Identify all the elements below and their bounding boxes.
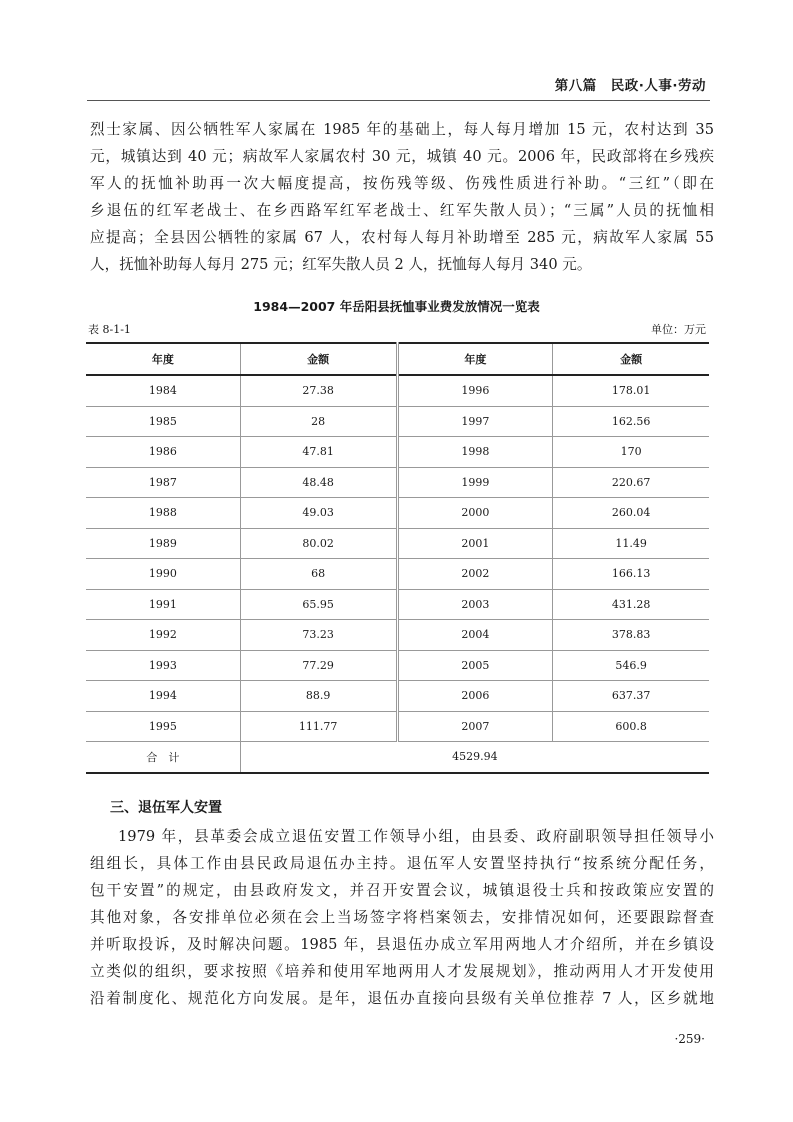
cell-year-right: 2001 (397, 528, 553, 559)
cell-year-left: 1984 (86, 375, 240, 406)
cell-year-right: 2003 (397, 589, 553, 620)
cell-amount-left: 28 (240, 406, 397, 437)
cell-amount-left: 73.23 (240, 620, 397, 651)
paragraph-pension-increase (90, 116, 714, 278)
table-header-row (86, 343, 709, 375)
header-year-right: 年度 (397, 343, 553, 375)
cell-year-left: 1990 (86, 559, 240, 590)
running-header (87, 72, 710, 101)
cell-amount-right: 11.49 (553, 528, 709, 559)
cell-amount-left: 111.77 (240, 711, 397, 742)
table-total-row (86, 742, 709, 773)
text-line: 组组长，具体工作由县民政局退伍办主持。退伍军人安置坚持执行“按系统分配任务， (90, 855, 714, 872)
cell-amount-left: 47.81 (240, 437, 397, 468)
text-line: 其他对象，各安排单位必须在会上当场签字将档案领去，安排情况如何，还要跟踪督查 (90, 909, 714, 926)
cell-year-right: 1999 (397, 467, 553, 498)
table-row (86, 620, 709, 651)
cell-year-left: 1993 (86, 650, 240, 681)
cell-year-left: 1989 (86, 528, 240, 559)
cell-amount-right: 220.67 (553, 467, 709, 498)
cell-amount-left: 68 (240, 559, 397, 590)
cell-amount-right: 378.83 (553, 620, 709, 651)
cell-year-right: 1997 (397, 406, 553, 437)
text-line: 1979 年，县革委会成立退伍安置工作领导小组，由县委、政府副职领导担任领导小 (118, 828, 714, 845)
text-line: 立类似的组织，要求按照《培养和使用军地两用人才发展规划》，推动两用人才开发使用 (90, 963, 714, 980)
section-heading: 三、退伍军人安置 (110, 800, 222, 816)
text-line: 沿着制度化、规范化方向发展。是年，退伍办直接向县级有关单位推荐 7 人，区乡就地 (90, 990, 714, 1007)
cell-year-left: 1995 (86, 711, 240, 742)
cell-year-left: 1988 (86, 498, 240, 529)
pension-table (86, 342, 709, 774)
cell-amount-left: 65.95 (240, 589, 397, 620)
cell-amount-right: 600.8 (553, 711, 709, 742)
cell-amount-right: 260.04 (553, 498, 709, 529)
table-title: 1984—2007 年岳阳县抚恤事业费发放情况一览表 (253, 299, 540, 314)
cell-year-left: 1985 (86, 406, 240, 437)
text-line: 军人的抚恤补助再一次大幅度提高，按伤残等级、伤残性质进行补助。“三红”（即在 (90, 175, 714, 192)
cell-year-right: 1998 (397, 437, 553, 468)
text-line: 人，抚恤补助每人每月 275 元；红军失散人员 2 人，抚恤每人每月 340 元。 (90, 256, 592, 273)
header-amount-right: 金额 (553, 343, 709, 375)
table-row (86, 406, 709, 437)
cell-year-right: 2000 (397, 498, 553, 529)
cell-year-right: 2007 (397, 711, 553, 742)
page-number: ·259· (674, 1032, 705, 1046)
cell-year-left: 1986 (86, 437, 240, 468)
text-line: 并听取投诉，及时解决问题。1985 年，县退伍办成立军用两地人才介绍所，并在乡镇设 (90, 936, 714, 953)
text-line: 元，城镇达到 40 元；病故军人家属农村 30 元，城镇 40 元。2006 年，民政部将在乡残疾 (90, 148, 714, 165)
table-number: 表 8-1-1 (88, 323, 131, 336)
header-amount-left: 金额 (240, 343, 397, 375)
table-row (86, 589, 709, 620)
table-row (86, 559, 709, 590)
cell-year-right: 1996 (397, 375, 553, 406)
cell-year-left: 1992 (86, 620, 240, 651)
total-value: 4529.94 (240, 742, 709, 773)
cell-amount-left: 49.03 (240, 498, 397, 529)
cell-amount-right: 637.37 (553, 681, 709, 712)
cell-amount-left: 27.38 (240, 375, 397, 406)
text-line: 应提高；全县因公牺牲的家属 67 人，农村每人每月补助增至 285 元，病故军人家属 55 (90, 229, 714, 246)
cell-year-left: 1987 (86, 467, 240, 498)
cell-amount-right: 170 (553, 437, 709, 468)
cell-amount-left: 48.48 (240, 467, 397, 498)
text-line: 包干安置”的规定，由县政府发文，并召开安置会议，城镇退役士兵和按政策应安置的 (90, 882, 714, 899)
table-unit: 单位：万元 (651, 323, 706, 336)
cell-amount-right: 166.13 (553, 559, 709, 590)
text-line: 乡退伍的红军老战士、在乡西路军红军老战士、红军失散人员）；“三属”人员的抚恤相 (90, 202, 714, 219)
cell-amount-left: 77.29 (240, 650, 397, 681)
table-row (86, 650, 709, 681)
cell-year-right: 2005 (397, 650, 553, 681)
table-body (86, 375, 709, 742)
chapter-title: 第八篇 民政·人事·劳动 (554, 78, 706, 94)
header-year-left: 年度 (86, 343, 240, 375)
cell-amount-right: 546.9 (553, 650, 709, 681)
cell-year-left: 1991 (86, 589, 240, 620)
table-row (86, 467, 709, 498)
cell-amount-left: 80.02 (240, 528, 397, 559)
table-row (86, 681, 709, 712)
cell-amount-right: 178.01 (553, 375, 709, 406)
paragraph-veteran-placement (90, 823, 714, 1012)
cell-year-right: 2004 (397, 620, 553, 651)
table-row (86, 375, 709, 406)
total-label: 合 计 (86, 742, 240, 773)
cell-year-right: 2002 (397, 559, 553, 590)
table-row (86, 711, 709, 742)
table-row (86, 437, 709, 468)
table-row (86, 528, 709, 559)
cell-amount-right: 162.56 (553, 406, 709, 437)
text-line: 烈士家属、因公牺牲军人家属在 1985 年的基础上，每人每月增加 15 元，农村达到 35 (90, 121, 714, 138)
cell-year-left: 1994 (86, 681, 240, 712)
cell-amount-left: 88.9 (240, 681, 397, 712)
cell-amount-right: 431.28 (553, 589, 709, 620)
table-row (86, 498, 709, 529)
cell-year-right: 2006 (397, 681, 553, 712)
